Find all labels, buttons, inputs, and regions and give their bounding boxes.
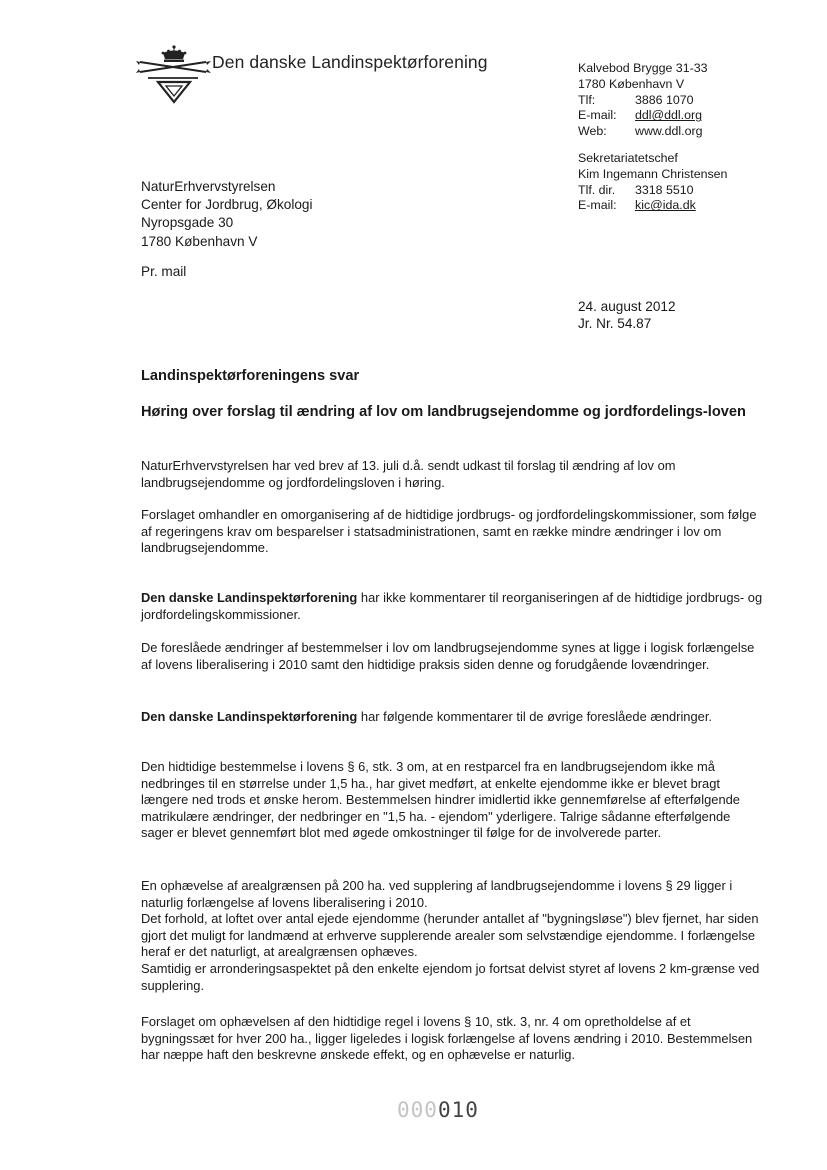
- secretary-name: Kim Ingemann Christensen: [578, 166, 728, 181]
- paragraph: [141, 1014, 765, 1064]
- paragraph-rest: har følgende kommentarer til de øvrige foreslåede ændringer.: [357, 709, 712, 724]
- paragraph: [141, 640, 765, 673]
- letter-date: 24. august 2012: [578, 299, 676, 314]
- org-web-link[interactable]: www.ddl.org: [635, 124, 703, 139]
- recipient-line: Center for Jordbrug, Økologi: [141, 197, 313, 213]
- crown-anchor-logo-icon: [136, 44, 212, 106]
- letter-meta: [578, 298, 676, 332]
- org-name-bold: Den danske Landinspektørforening: [141, 709, 358, 724]
- paragraph-text: Den hidtidige bestemmelse i lovens § 6, stk. 3 om, at en restparcel fra en landbrugsejendom ikke må nedbringes til en størrelse under 1,5 ha., har givet medført, at enkelte ejendomme ikke er blevet bragt længere ned trods et ønske herom. Bestemmelsen hindrer imidlertid ikke gennemførelse af efterfølgende matrikulære ændringer, der nedbringer en "1,5 ha. - ejendom" yderligere. Talrige sådanne efterfølgende sager er blevet gennemført blot med øgede omkostninger til følge for de involverede parter.: [141, 759, 740, 841]
- phone-label: Tlf:: [578, 92, 596, 107]
- org-logo: [136, 44, 212, 106]
- paragraph-text: Forslaget omhandler en omorganisering af de hidtidige jordbrugs- og jordfordelingskommissioner, som følge af regeringens krav om besparelser i statsadministrationen, samt en række mindre ændringer i lov om landbrugsejendomme.: [141, 507, 757, 556]
- recipient-line: NaturErhvervstyrelsen: [141, 179, 276, 194]
- secretary-title: Sekretariatetschef: [578, 151, 678, 165]
- paragraph: [141, 507, 765, 557]
- paragraph: [141, 709, 765, 726]
- page-stamp: [397, 1098, 479, 1122]
- org-email-link[interactable]: ddl@ddl.org: [635, 108, 702, 123]
- org-email-row: [578, 108, 708, 124]
- paragraph-text: Det forhold, at loftet over antal ejede ejendomme (herunder antallet af "bygningsløse") blev fjernet, har siden gjort det muligt for landmænd at erhverve supplerende arealer som selvstændige ejendomme. I forlængelse heraf er det naturligt, at arealgrænsen ophæves.: [141, 911, 759, 960]
- org-phone: 3886 1070: [635, 92, 694, 107]
- secretary-phone: 3318 5510: [635, 182, 694, 197]
- stamp-faint-digits: 000: [397, 1098, 438, 1122]
- paragraph-text: De foreslåede ændringer af bestemmelser i lov om landbrugsejendomme synes at ligge i logisk forlængelse af lovens liberalisering i 2010 samt den hidtidige praksis siden denne og forudgående lovændringer.: [141, 640, 755, 672]
- org-street: Kalvebod Brygge 31-33: [578, 61, 708, 75]
- org-web-row: [578, 124, 708, 140]
- secretary-email-link[interactable]: kic@ida.dk: [635, 198, 696, 213]
- secretary-email-label: E-mail:: [578, 198, 617, 213]
- paragraph-text: Forslaget om ophævelsen af den hidtidige regel i lovens § 10, stk. 3, nr. 4 om opretholdelse af et bygningssæt for hver 200 ha., ligger ligeledes i logisk forlængelse af lovens ændring i 2010. Bestemmelsen har næppe haft den beskrevne ønskede effekt, og en ophævelse er naturlig.: [141, 1014, 753, 1063]
- delivery-method: Pr. mail: [141, 264, 187, 279]
- journal-number: Jr. Nr. 54.87: [578, 316, 652, 331]
- page-subtitle: Høring over forslag til ændring af lov om landbrugsejendomme og jordfordelings-loven: [141, 404, 746, 420]
- paragraph-rest: har ikke kommentarer til reorganiseringen af de hidtidige jordbrugs- og jordfordelingskommissioner.: [141, 590, 763, 622]
- org-phone-row: [578, 93, 708, 109]
- secretary-email-row: [578, 198, 727, 214]
- org-name-bold: Den danske Landinspektørforening: [141, 590, 358, 605]
- paragraph-text: [141, 709, 765, 726]
- paragraph: [141, 590, 765, 623]
- paragraph-text: NaturErhvervstyrelsen har ved brev af 13. juli d.å. sendt udkast til forslag til ændring af lov om landbrugsejendomme og jordfordelingsloven i høring.: [141, 458, 676, 490]
- org-city: 1780 København V: [578, 76, 685, 91]
- secretary-phone-row: [578, 183, 727, 199]
- page-title: Landinspektørforeningens svar: [141, 368, 360, 384]
- paragraph: [141, 878, 765, 994]
- paragraph: [141, 458, 765, 491]
- secretary-block: [578, 151, 727, 214]
- org-name: Den danske Landinspektørforening: [212, 52, 488, 72]
- secretary-phone-label: Tlf. dir.: [578, 182, 616, 197]
- email-label: E-mail:: [578, 108, 617, 123]
- recipient-line: Nyropsgade 30: [141, 215, 234, 231]
- org-contact-block: [578, 61, 708, 140]
- paragraph-text: En ophævelse af arealgrænsen på 200 ha. ved supplering af landbrugsejendomme i lovens § 29 ligger i naturlig forlængelse af lovens liberalisering i 2010.: [141, 878, 733, 910]
- recipient-address: [141, 178, 313, 251]
- paragraph-text: [141, 590, 765, 623]
- paragraph-text: Samtidig er arronderingsaspektet på den enkelte ejendom jo fortsat delvist styret af lovens 2 km-grænse ved supplering.: [141, 960, 760, 993]
- paragraph: [141, 759, 765, 842]
- recipient-line: 1780 København V: [141, 233, 258, 249]
- web-label: Web:: [578, 124, 607, 139]
- stamp-dark-digits: 010: [437, 1098, 479, 1122]
